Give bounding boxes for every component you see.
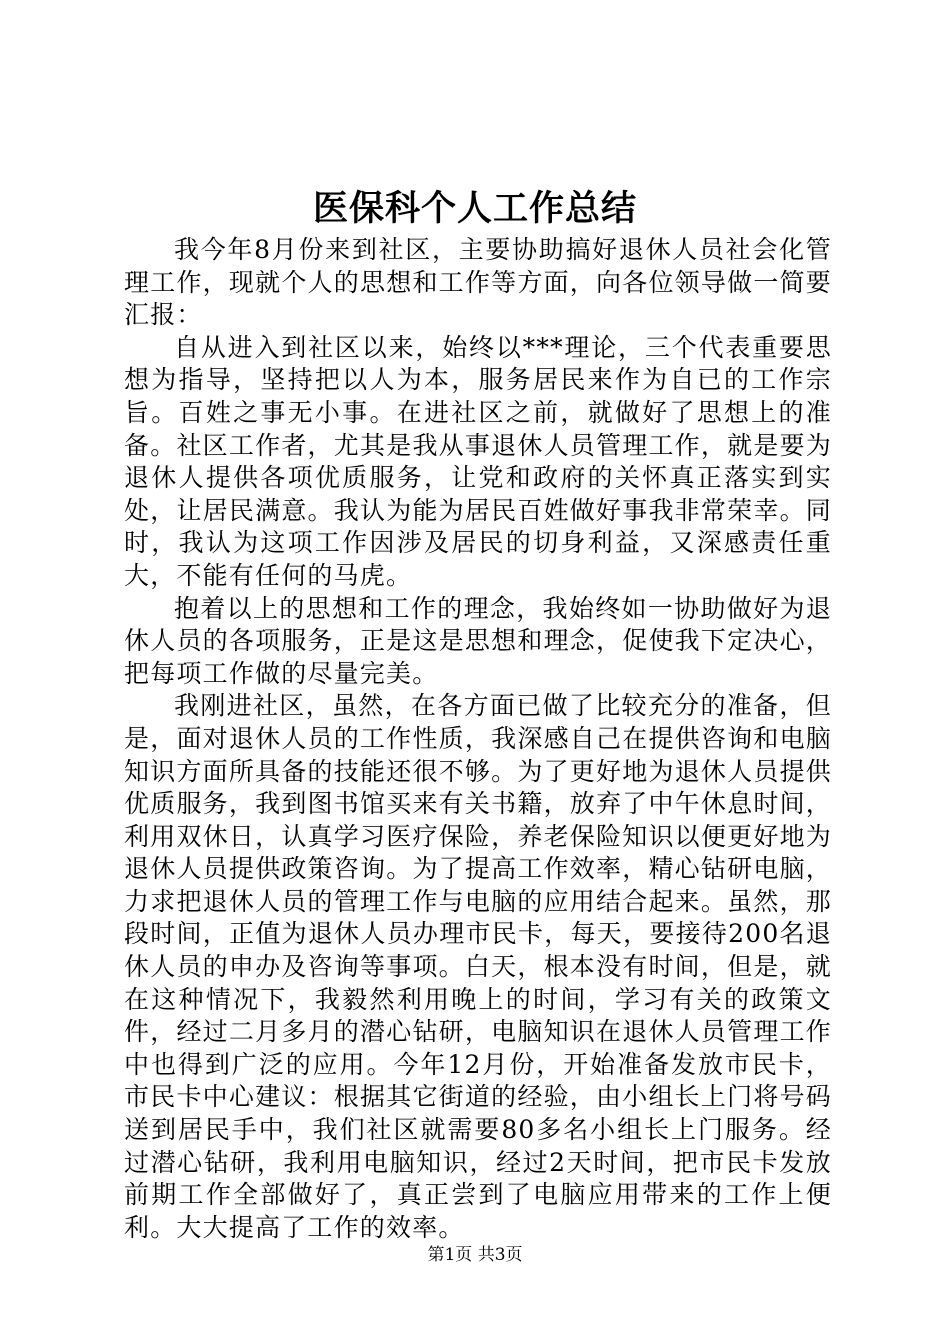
document-title: 医保科个人工作总结 (312, 188, 637, 229)
page-footer: 第1页 共3页 (427, 1245, 523, 1265)
paragraph: 自从进入到社区以来，始终以***理论，三个代表重要思想为指导，坚持把以人为本，服务居民来作为自已的工作宗旨。百姓之事无小事。在进社区之前，就做好了思想上的准备。社区工作者，尤其是我从事退休人员管理工作，就是要为退休人提供各项优质服务，让党和政府的关怀真正落实到实处，让居民满意。我认为能为居民百姓做好事我非常荣幸。同时，我认为这项工作因涉及居民的切身利益，又深感责任重大，不能有任何的马虎。 (124, 332, 832, 590)
paragraph: 抱着以上的思想和工作的理念，我始终如一协助做好为退休人员的各项服务，正是这是思想和理念，促使我下定决心，把每项工作做的尽量完美。 (124, 593, 832, 688)
paragraph: 我刚进社区，虽然，在各方面已做了比较充分的准备，但是，面对退休人员的工作性质，我深感自己在提供咨询和电脑知识方面所具备的技能还很不够。为了更好地为退休人员提供优质服务，我到图书馆买来有关书籍，放弃了中午休息时间，利用双休日，认真学习医疗保险，养老保险知识以便更好地为退休人员提供政策咨询。为了提高工作效率，精心钻研电脑，力求把退休人员的管理工作与电脑的应用结合起来。虽然，那段时间，正值为退休人员办理市民卡，每天，要接待200名退休人员的申办及咨询等事项。白天，根本没有时间，但是，就在这种情况下，我毅然利用晚上的时间，学习有关的政策文件，经过二月多月的潜心钻研，电脑知识在退休人员管理工作中也得到广泛的应用。今年12月份，开始准备发放市民卡，市民卡中心建议：根据其它街道的经验，由小组长上门将号码送到居民手中，我们社区就需要80多名小组长上门服务。经过潜心钻研，我利用电脑知识，经过2天时间，把市民卡发放前期工作全部做好了，真正尝到了电脑应用带来的工作上便利。大大提高了工作的效率。 (124, 691, 832, 1242)
document-body (124, 234, 832, 1244)
paragraph: 我今年8月份来到社区，主要协助搞好退休人员社会化管理工作，现就个人的思想和工作等方面，向各位领导做一简要汇报： (124, 235, 832, 330)
